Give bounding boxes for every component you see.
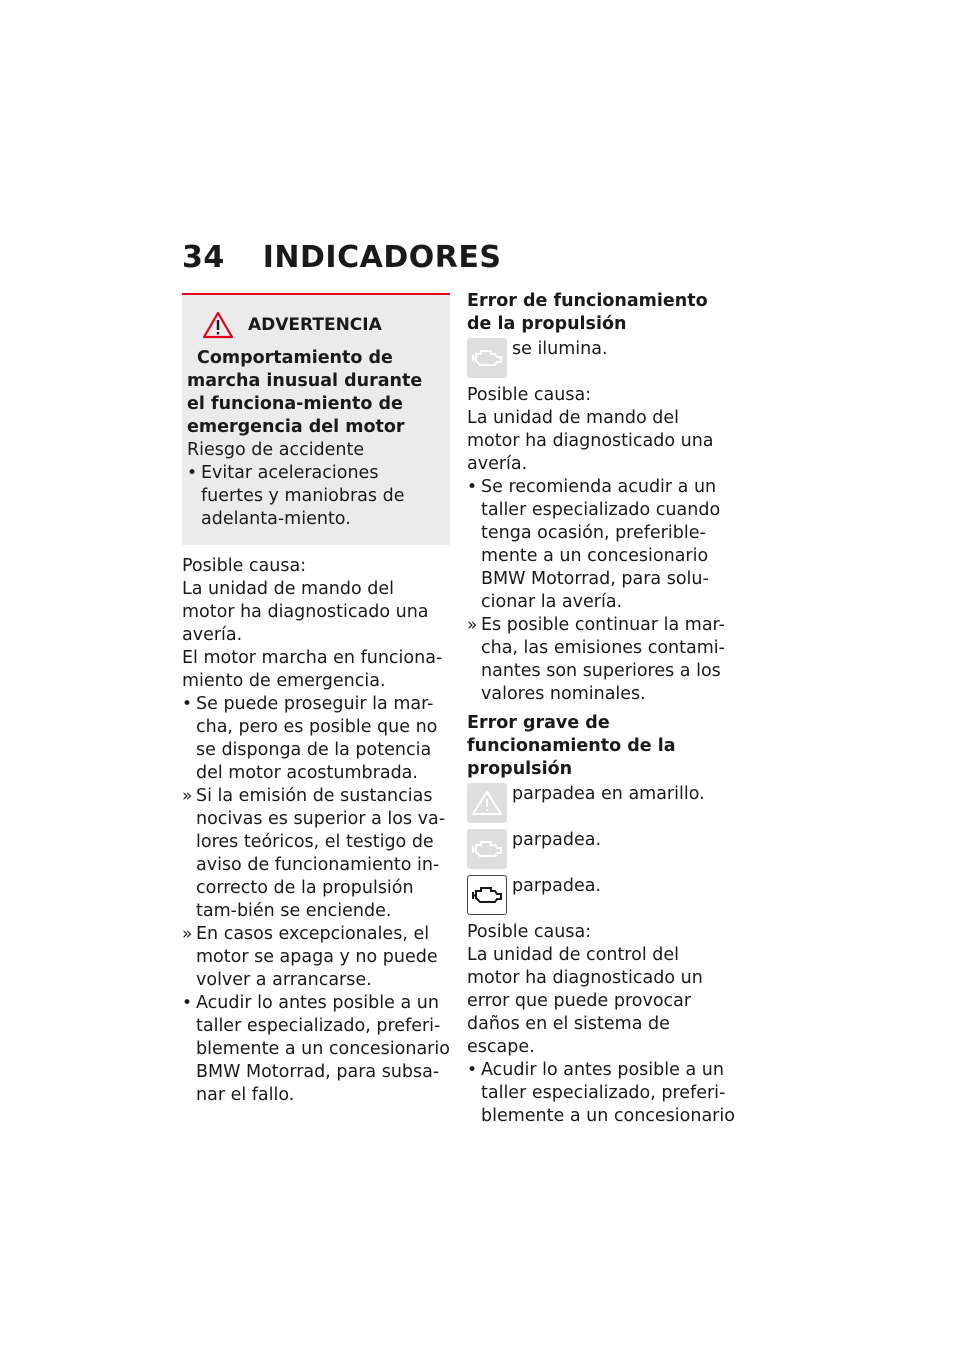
list-item-text: En casos excepcionales, el motor se apaga y no puede volver a arrancarse. [196,924,438,990]
list-marker: • [467,1060,478,1080]
list-marker: » [182,924,193,944]
indicator-row [467,875,735,915]
indicator-row [467,783,735,823]
list-marker: • [182,993,193,1013]
warning-header [187,311,440,339]
list-item [182,785,450,923]
right-column [467,290,735,1128]
section-heading: Error de funcionamiento de la propulsión [467,291,708,334]
warning-title: ADVERTENCIA [248,314,382,335]
list-marker: • [182,694,193,714]
page-number: 34 [182,240,225,275]
indicator-state: se ilumina. [512,339,608,359]
list-item-text: Se puede proseguir la mar-cha, pero es posible que no se disponga de la potencia del motor acostumbrada. [196,694,438,783]
list-item-text: Es posible continuar la mar-cha, las emisiones contami-nantes son superiores a los valores nominales. [481,615,725,704]
section-heading: Error grave de funcionamiento de la propulsión [467,713,676,779]
list-item-text: Acudir lo antes posible a un taller especializado, preferi-blemente a un concesionario BMW Motorrad, para subsa-nar el fallo. [196,993,450,1105]
cause-text: La unidad de control del motor ha diagnosticado un error que puede provocar daños en el sistema de escape. [467,945,703,1057]
warning-bullet [187,462,440,531]
cause-text: La unidad de mando del motor ha diagnosticado una avería. [182,579,429,645]
section-title: INDICADORES [262,240,502,275]
warning-box [182,293,450,545]
list-item [182,923,450,992]
indicator-state: parpadea. [512,876,602,896]
engine-icon [467,829,507,869]
list-marker: » [182,786,193,806]
list-item [467,476,735,614]
bullet-marker: • [187,463,198,483]
left-column [182,293,450,1107]
list-item-text: Si la emisión de sustancias nocivas es superior a los va-lores teóricos, el testigo de aviso de funcionamiento in-correcto de la propulsión tam-bién se enciende. [196,786,446,921]
list-item-text: Acudir lo antes posible a un taller especializado, preferi-blemente a un concesionario [481,1060,735,1126]
list-item [182,992,450,1107]
indicator-row [467,829,735,869]
cause-label: Posible causa: [467,385,592,405]
list-item-text: Se recomienda acudir a un taller especializado cuando tenga ocasión, preferible-mente a un concesionario BMW Motorrad, para solu-cionar la avería. [481,477,721,612]
cause-text: La unidad de mando del motor ha diagnosticado una avería. [467,408,714,474]
engine-outline-icon [467,875,507,915]
cause-label: Posible causa: [467,922,592,942]
warning-subject: Comportamiento de marcha inusual durante el funciona-miento de emergencia del motor [187,348,423,437]
cause-label: Posible causa: [182,556,307,576]
engine-icon [467,338,507,378]
list-item [467,1059,735,1128]
list-item [467,614,735,706]
warning-triangle-icon [467,783,507,823]
indicator-row [467,338,735,378]
warning-bullet-text: Evitar aceleraciones fuertes y maniobras de adelanta-miento. [201,463,405,529]
indicator-state: parpadea. [512,830,602,850]
warning-triangle-icon [202,311,234,339]
warning-risk: Riesgo de accidente [187,440,365,460]
instruction-list [182,693,450,1107]
cause-text-2: El motor marcha en funciona-miento de emergencia. [182,648,443,691]
page-header [182,240,501,275]
indicator-state: parpadea en amarillo. [512,784,705,804]
list-marker: » [467,615,478,635]
list-marker: • [467,477,478,497]
list-item [182,693,450,785]
